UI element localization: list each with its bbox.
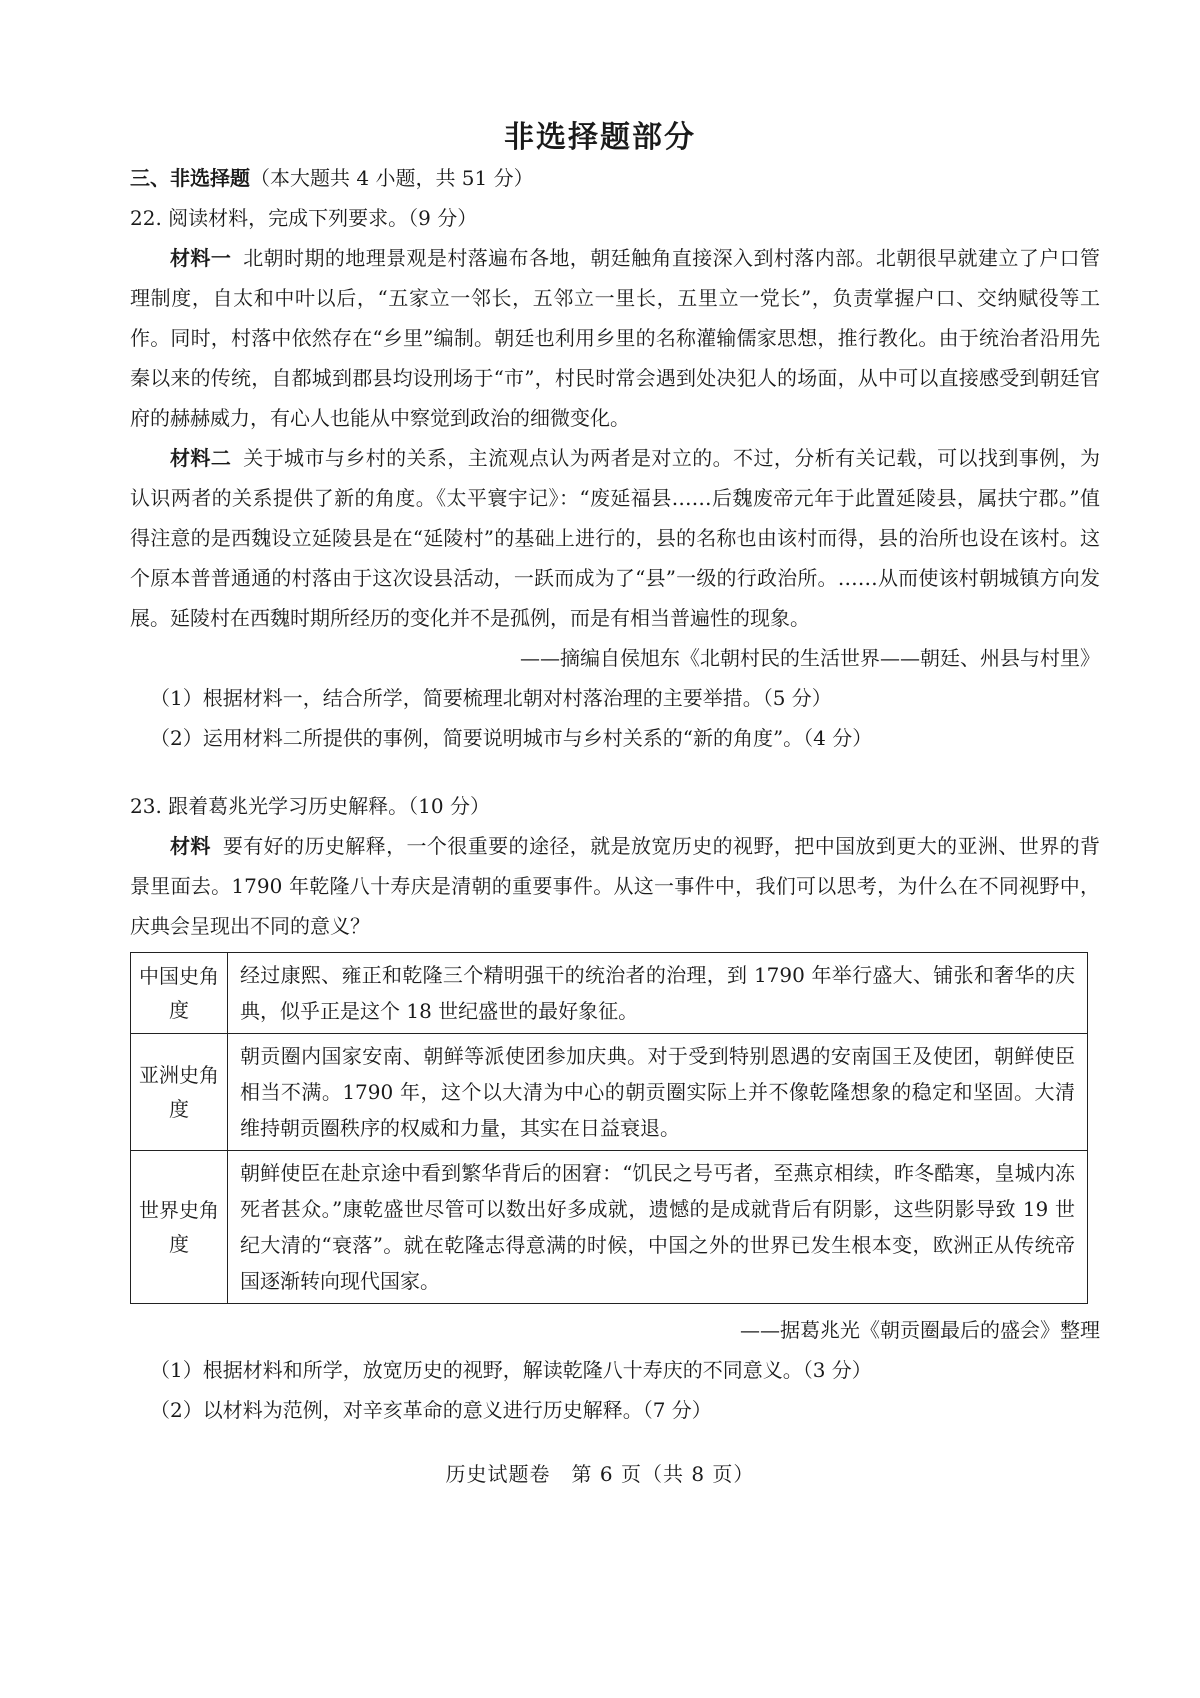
table-row-header: 中国史角度	[131, 953, 228, 1034]
section-heading	[130, 158, 1100, 198]
page-title: 非选择题部分	[504, 120, 696, 155]
question-gap	[130, 758, 1100, 786]
table-row	[131, 953, 1088, 1034]
q22-material-2-label: 材料二	[170, 446, 232, 470]
q23-material	[130, 826, 1100, 946]
table-row-header: 世界史角度	[131, 1151, 228, 1304]
page-footer: 历史试题卷 第 6 页（共 8 页）	[445, 1462, 755, 1486]
q22-subquestion-1: （1）根据材料一，结合所学，简要梳理北朝对村落治理的主要举措。（5 分）	[150, 686, 832, 710]
table-row-content: 经过康熙、雍正和乾隆三个精明强干的统治者的治理，到 1790 年举行盛大、铺张和奢华的庆典，似乎正是这个 18 世纪盛世的最好象征。	[228, 953, 1088, 1034]
table-row-content: 朝贡圈内国家安南、朝鲜等派使团参加庆典。对于受到特别恩遇的安南国王及使团，朝鲜使臣相当不满。1790 年，这个以大清为中心的朝贡圈实际上并不像乾隆想象的稳定和坚固。大清维持朝贡圈秩序的权威和力量，其实在日益衰退。	[228, 1034, 1088, 1151]
q22-material-2	[130, 438, 1100, 638]
q22-material-1-text: 北朝时期的地理景观是村落遍布各地，朝廷触角直接深入到村落内部。北朝很早就建立了户口管理制度，自太和中叶以后，“五家立一邻长，五邻立一里长，五里立一党长”，负责掌握户口、交纳赋役等工作。同时，村落中依然存在“乡里”编制。朝廷也利用乡里的名称灌输儒家思想，推行教化。由于统治者沿用先秦以来的传统，自都城到郡县均设刑场于“市”，村民时常会遇到处决犯人的场面，从中可以直接感受到朝廷官府的赫赫威力，有心人也能从中察觉到政治的细微变化。	[130, 246, 1101, 430]
q22-subquestion-2: （2）运用材料二所提供的事例，简要说明城市与乡村关系的“新的角度”。（4 分）	[150, 726, 873, 750]
question-23-prompt: 23. 跟着葛兆光学习历史解释。（10 分）	[130, 794, 490, 818]
question-22-prompt: 22. 阅读材料，完成下列要求。（9 分）	[130, 206, 478, 230]
table-row	[131, 1034, 1088, 1151]
section-heading-text: 三、非选择题	[130, 166, 250, 190]
q22-material-1-label: 材料一	[170, 246, 232, 270]
q23-material-text: 要有好的历史解释，一个很重要的途径，就是放宽历史的视野，把中国放到更大的亚洲、世界的背景里面去。1790 年乾隆八十寿庆是清朝的重要事件。从这一事件中，我们可以思考，为什么在不同视野中，庆典会呈现出不同的意义？	[130, 834, 1101, 938]
table-row	[131, 1151, 1088, 1304]
q23-subquestion-1: （1）根据材料和所学，放宽历史的视野，解读乾隆八十寿庆的不同意义。（3 分）	[150, 1358, 872, 1382]
q22-source: ——摘编自侯旭东《北朝村民的生活世界——朝廷、州县与村里》	[520, 646, 1100, 670]
table-row-header: 亚洲史角度	[131, 1034, 228, 1151]
q22-material-1	[130, 238, 1100, 438]
perspective-table	[130, 952, 1088, 1304]
section-heading-note: （本大题共 4 小题，共 51 分）	[250, 166, 534, 190]
table-row-content: 朝鲜使臣在赴京途中看到繁华背后的困窘：“饥民之号丐者，至燕京相续，昨冬酷寒，皇城内冻死者甚众。”康乾盛世尽管可以数出好多成就，遗憾的是成就背后有阴影，这些阴影导致 19 世纪大清的“衰落”。就在乾隆志得意满的时候，中国之外的世界已发生根本变，欧洲正从传统帝国逐渐转向现代国家。	[228, 1151, 1088, 1304]
q22-material-2-text: 关于城市与乡村的关系，主流观点认为两者是对立的。不过，分析有关记载，可以找到事例，为认识两者的关系提供了新的角度。《太平寰宇记》：“废延福县……后魏废帝元年于此置延陵县，属扶宁郡。”值得注意的是西魏设立延陵县是在“延陵村”的基础上进行的，县的名称也由该村而得，县的治所也设在该村。这个原本普普通通的村落由于这次设县活动，一跃而成为了“县”一级的行政治所。……从而使该村朝城镇方向发展。延陵村在西魏时期所经历的变化并不是孤例，而是有相当普遍性的现象。	[130, 446, 1101, 630]
q23-subquestion-2: （2）以材料为范例，对辛亥革命的意义进行历史解释。（7 分）	[150, 1398, 712, 1422]
exam-content	[130, 158, 1100, 1430]
q23-source: ——据葛兆光《朝贡圈最后的盛会》整理	[740, 1318, 1100, 1342]
q23-material-label: 材料	[170, 834, 211, 858]
